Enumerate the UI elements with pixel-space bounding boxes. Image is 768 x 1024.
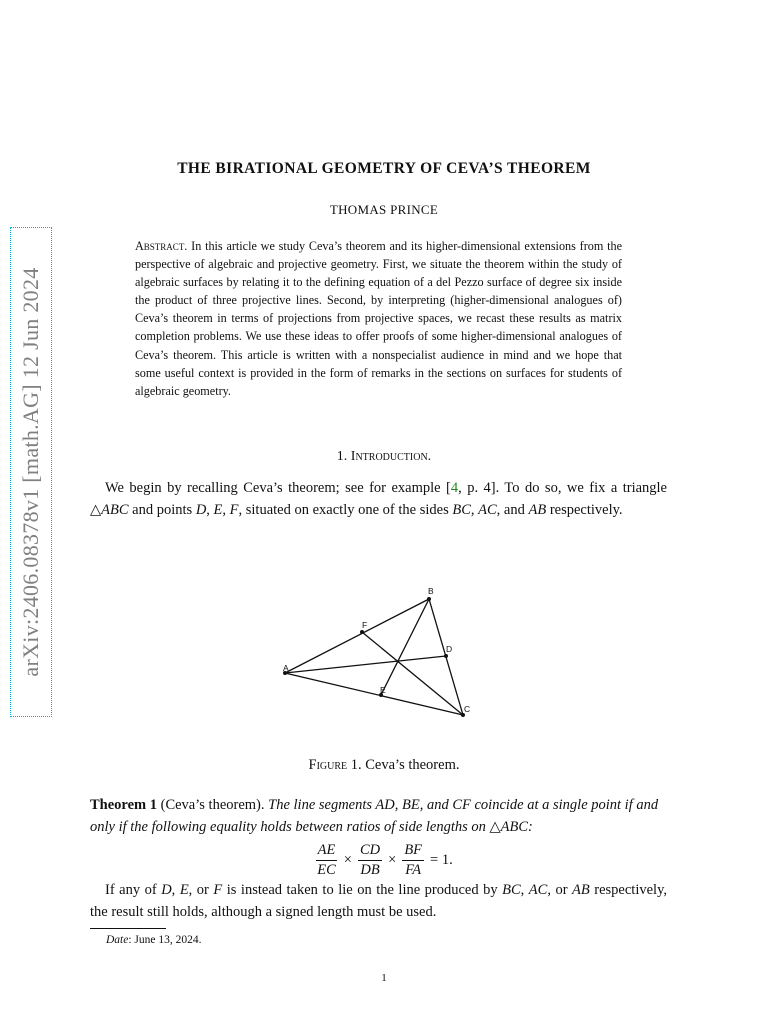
- abstract: [135, 237, 622, 400]
- theorem-1: [90, 795, 667, 838]
- footnote-rule: [90, 928, 166, 929]
- section-title: Introduction.: [350, 449, 432, 464]
- followup-paragraph: If any of D, E, or F is instead taken to lie on the line produced by BC, AC, or AB respectively, the result still holds, although a signed length must be used.: [90, 882, 668, 920]
- intro-paragraph: We begin by recalling Ceva’s theorem; see for example [4, p. 4]. To do so, we fix a triangle △ABC and points D, E, F, situated on exactly one of the sides BC, AC, and AB respectively.: [90, 480, 667, 518]
- label-c: C: [464, 704, 471, 714]
- abstract-heading: Abstract.: [135, 239, 188, 253]
- point-d: [444, 654, 448, 658]
- fraction-bf-fa: $\frac{BF}{FA}$: [404, 841, 423, 878]
- label-b: B: [428, 586, 434, 596]
- arxiv-stamp-text: arXiv:2406.08378v1 [math.AG] 12 Jun 2024: [18, 267, 43, 677]
- theorem-label: Theorem 1: [90, 797, 157, 813]
- label-d: D: [446, 644, 453, 654]
- ceva-equation: $\frac{AE}{EC}$ × $\frac{CD}{DB}$ × $\frac{BF}{FA}$ = 1.: [317, 841, 453, 878]
- page-number: 1: [381, 972, 387, 984]
- footnote: [106, 934, 202, 946]
- triangle-lines: [285, 599, 463, 715]
- label-e: E: [380, 685, 386, 695]
- label-a: A: [283, 663, 289, 673]
- footnote-label: Date: [106, 934, 129, 946]
- footnote-text: : June 13, 2024.: [128, 934, 202, 946]
- cevian-ad: [285, 656, 446, 673]
- section-heading: [0, 449, 768, 465]
- point-b: [427, 597, 431, 601]
- arxiv-stamp[interactable]: [11, 228, 51, 716]
- caption-label: Figure 1.: [308, 757, 362, 773]
- abstract-text: In this article we study Ceva’s theorem and its higher-dimensional extensions from the perspective of algebraic and projective geometry. First, we situate the theorem within the study of algebraic surfaces by relating it to the defining equation of a del Pezzo surface of degree six inside the product of three projective lines. Second, by interpreting (higher-dimensional analogues of) Ceva’s theorem in terms of projections from projective spaces, we recast these results as matrix completion problems. We use these ideas to offer proofs of some higher-dimensional analogues of Ceva’s theorem. This article is written with a nonspecialist audience in mind and we hope that some useful context is provided in the form of remarks in the sections on surfaces for students of algebraic geometry.: [135, 239, 622, 398]
- citation-link[interactable]: 4: [450, 480, 459, 496]
- section-number: 1.: [336, 449, 348, 464]
- point-f: [360, 630, 364, 634]
- paper-title: THE BIRATIONAL GEOMETRY OF CEVA’S THEOREM: [177, 160, 591, 177]
- ceva-figure: [270, 582, 480, 722]
- paper-author: THOMAS PRINCE: [329, 202, 439, 217]
- fraction-cd-db: $\frac{CD}{DB}$: [359, 841, 381, 878]
- equation-rhs: = 1.: [430, 851, 453, 868]
- caption-text: Ceva’s theorem.: [365, 757, 460, 773]
- theorem-statement: The line segments AD, BE, and CF coincide at a single point if and only if the following equality holds between ratios of side lengths on △ABC:: [90, 797, 659, 835]
- fraction-ae-ec: $\frac{AE}{EC}$: [317, 841, 336, 878]
- figure-caption: [0, 757, 768, 774]
- theorem-name: (Ceva’s theorem).: [160, 797, 265, 813]
- label-f: F: [362, 620, 368, 630]
